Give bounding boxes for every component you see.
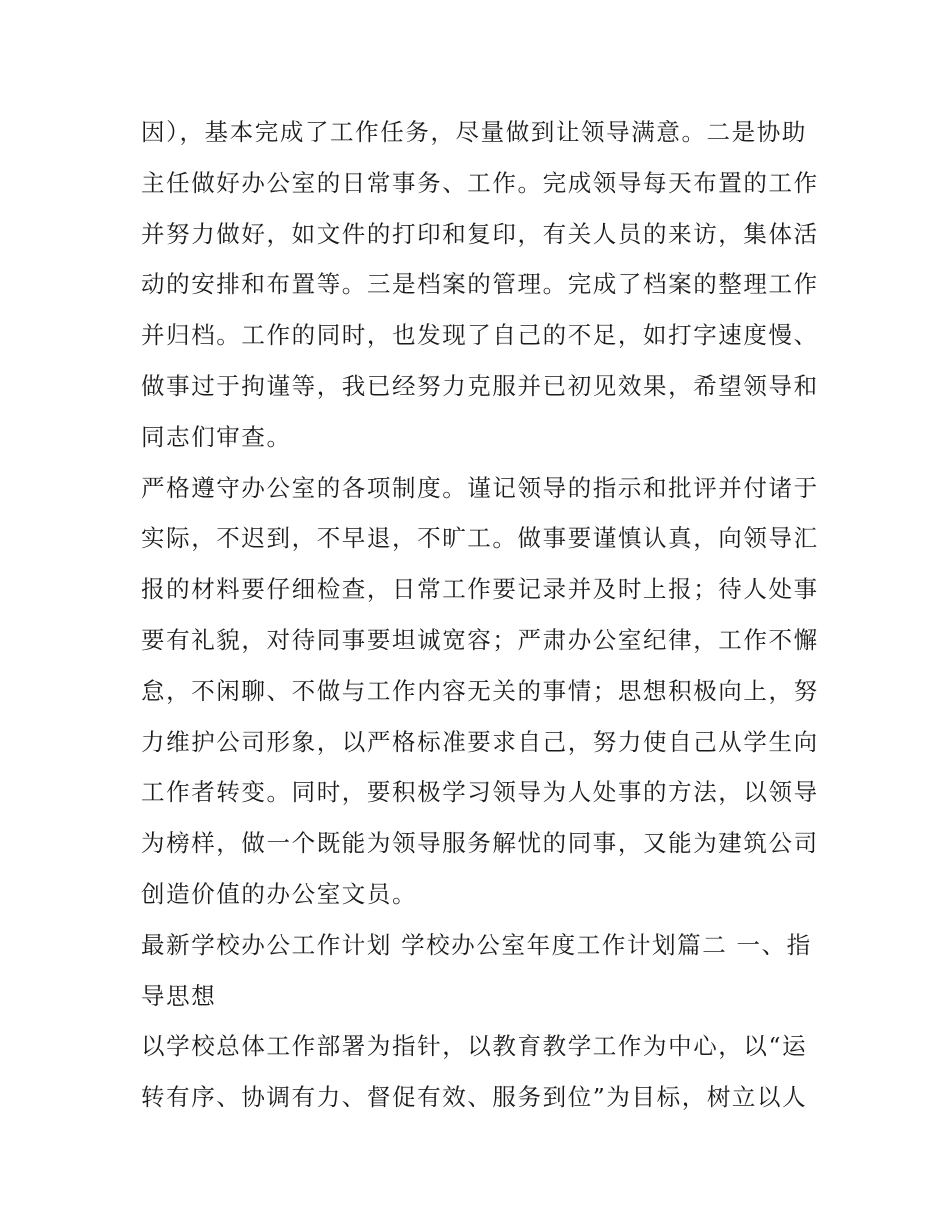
text-line: 同志们审查。 xyxy=(141,422,292,451)
text-line: 工作者转变。同时，要积极学习领导为人处事的方法，以领导 xyxy=(141,778,819,807)
text-line: 并努力做好，如文件的打印和复印，有关人员的来访，集体活 xyxy=(141,219,819,248)
text-line: 做事过于拘谨等，我已经努力克服并已初见效果，希望领导和 xyxy=(141,371,819,400)
text-line: 转有序、协调有力、督促有效、服务到位”为目标，树立以人 xyxy=(141,1083,808,1112)
section-heading-line: 最新学校办公工作计划 学校办公室年度工作计划篇二 一、指 xyxy=(141,930,812,959)
text-line: 怠，不闲聊、不做与工作内容无关的事情；思想积极向上，努 xyxy=(141,676,819,705)
text-line: 并归档。工作的同时，也发现了自己的不足，如打字速度慢、 xyxy=(141,321,819,350)
text-line: 报的材料要仔细检查，日常工作要记录并及时上报；待人处事 xyxy=(141,575,819,604)
text-line: 为榜样，做一个既能为领导服务解忧的同事，又能为建筑公司 xyxy=(141,829,819,858)
section-heading-line: 导思想 xyxy=(141,981,217,1010)
text-line: 因），基本完成了工作任务，尽量做到让领导满意。二是协助 xyxy=(141,118,807,146)
text-line: 主任做好办公室的日常事务、工作。完成领导每天布置的工作 xyxy=(141,168,819,197)
text-line: 以学校总体工作部署为指针，以教育教学工作为中心，以“运 xyxy=(141,1032,808,1061)
text-line: 实际，不迟到，不早退，不旷工。做事要谨慎认真，向领导汇 xyxy=(141,524,819,553)
document-body xyxy=(141,107,821,1123)
text-line: 要有礼貌，对待同事要坦诚宽容；严肃办公室纪律，工作不懈 xyxy=(141,625,819,654)
text-line: 创造价值的办公室文员。 xyxy=(141,879,418,908)
text-line: 严格遵守办公室的各项制度。谨记领导的指示和批评并付诸于 xyxy=(141,473,819,502)
text-line: 动的安排和布置等。三是档案的管理。完成了档案的整理工作 xyxy=(141,270,819,299)
text-line: 力维护公司形象，以严格标准要求自己，努力使自己从学生向 xyxy=(141,727,819,756)
